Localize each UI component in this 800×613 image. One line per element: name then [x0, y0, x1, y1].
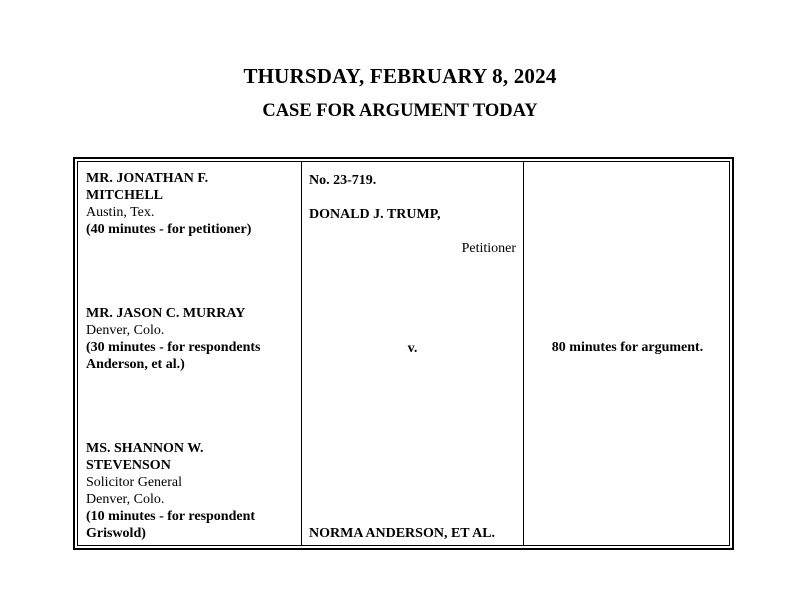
argument-table-inner: [77, 161, 730, 546]
versus-label: v.: [407, 341, 418, 356]
counsel-argument-time: (10 minutes - for respondent: [86, 509, 256, 524]
counsel-name: MS. SHANNON W.: [86, 441, 204, 456]
counsel-argument-time: (30 minutes - for respondents: [86, 340, 261, 355]
respondent-name: NORMA ANDERSON, ET AL.: [309, 526, 496, 541]
counsel-location: Austin, Tex.: [86, 205, 155, 220]
calendar-date-heading: THURSDAY, FEBRUARY 8, 2024: [243, 64, 557, 88]
counsel-name: MR. JONATHAN F.: [86, 171, 209, 186]
counsel-name-continued: STEVENSON: [86, 458, 171, 473]
petitioner-role-label: Petitioner: [461, 241, 516, 256]
counsel-entry-respondent-griswold: [86, 440, 291, 542]
counsel-name-continued: MITCHELL: [86, 188, 164, 203]
counsel-argument-time: (40 minutes - for petitioner): [86, 222, 252, 237]
case-number: No. 23-719.: [309, 173, 377, 188]
counsel-argument-time-continued: Griswold): [86, 526, 146, 541]
case-list-subtitle: CASE FOR ARGUMENT TODAY: [262, 101, 538, 121]
counsel-entry-petitioner: [86, 170, 291, 238]
counsel-location: Denver, Colo.: [86, 323, 165, 338]
counsel-location: Denver, Colo.: [86, 492, 165, 507]
total-argument-time: 80 minutes for argument.: [551, 340, 704, 355]
petitioner-name: DONALD J. TRUMP,: [309, 207, 441, 222]
counsel-name: MR. JASON C. MURRAY: [86, 306, 246, 321]
counsel-title: Solicitor General: [86, 475, 183, 490]
counsel-argument-time-continued: Anderson, et al.): [86, 357, 185, 372]
counsel-entry-respondents: [86, 305, 291, 373]
argument-table: [73, 157, 734, 550]
